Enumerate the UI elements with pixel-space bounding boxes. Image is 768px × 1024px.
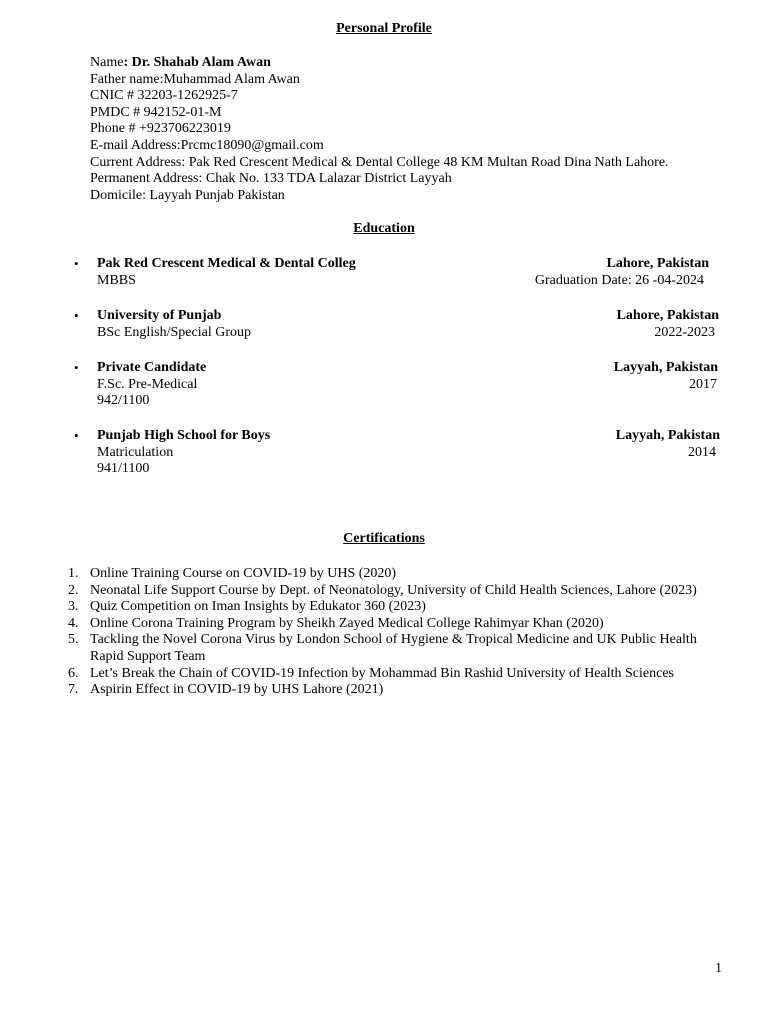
list-number: 6. — [68, 665, 79, 681]
personal-profile-section — [90, 55, 669, 204]
list-item — [68, 682, 708, 699]
institution-location: Layyah, Pakistan — [615, 428, 720, 443]
institution-name: Pak Red Crescent Medical & Dental Colleg — [97, 256, 356, 271]
institution-name: Punjab High School for Boys — [97, 428, 271, 443]
list-number: 5. — [68, 632, 79, 648]
list-number: 1. — [68, 566, 79, 581]
certifications-heading: Certifications — [343, 531, 425, 546]
list-item — [68, 632, 708, 665]
education-entry — [74, 428, 720, 478]
marks-obtained: 941/1100 — [97, 461, 150, 477]
name-label: Name — [90, 55, 124, 70]
institution-location: Lahore, Pakistan — [606, 256, 709, 271]
list-number: 7. — [68, 682, 79, 698]
marks-obtained: 942/1100 — [97, 393, 150, 409]
list-item — [68, 583, 708, 600]
certifications-list — [68, 566, 708, 699]
domicile-line: Domicile: Layyah Punjab Pakistan — [90, 187, 285, 203]
degree-name: MBBS — [97, 272, 136, 288]
certification-text: Tackling the Novel Corona Virus by London School of Hygiene & Tropical Medicine and UK Public Health Rapid Support Team — [90, 632, 697, 664]
list-number: 2. — [68, 582, 79, 598]
bullet-icon: • — [74, 428, 79, 443]
graduation-date: Graduation Date: 26 -04-2024 — [534, 272, 704, 288]
study-year: 2017 — [689, 376, 717, 392]
study-period: 2022-2023 — [654, 324, 715, 340]
list-item — [68, 599, 708, 616]
certification-text: Quiz Competition on Iman Insights by Edukator 360 (2023) — [90, 599, 426, 615]
father-name-line: Father name:Muhammad Alam Awan — [90, 71, 300, 87]
degree-name: F.Sc. Pre-Medical — [97, 376, 198, 392]
name-value: : Dr. Shahab Alam Awan — [123, 55, 271, 70]
list-item — [68, 616, 708, 633]
bullet-icon: • — [74, 256, 79, 271]
certification-text: Neonatal Life Support Course by Dept. of Neonatology, University of Child Health Sciences, Lahore (2023) — [90, 582, 697, 598]
bullet-icon: • — [74, 308, 79, 323]
name-line — [90, 55, 669, 72]
email-line: E-mail Address:Prcmc18090@gmail.com — [90, 137, 324, 153]
degree-name: BSc English/Special Group — [97, 324, 251, 340]
list-number: 3. — [68, 599, 79, 615]
certification-text: Online Corona Training Program by Sheikh Zayed Medical College Rahimyar Khan (2020) — [90, 615, 604, 631]
cnic-line: CNIC # 32203-1262925-7 — [90, 88, 238, 104]
personal-profile-heading: Personal Profile — [336, 21, 432, 36]
pmdc-line: PMDC # 942152-01-M — [90, 104, 222, 120]
institution-name: Private Candidate — [97, 360, 207, 375]
education-heading: Education — [353, 221, 415, 236]
education-entry — [74, 308, 720, 341]
certification-text: Let’s Break the Chain of COVID-19 Infection by Mohammad Bin Rashid University of Health Sciences — [90, 665, 674, 681]
institution-location: Lahore, Pakistan — [616, 308, 719, 323]
current-address-line: Current Address: Pak Red Crescent Medical & Dental College 48 KM Multan Road Dina Nath Lahore. — [90, 154, 669, 170]
bullet-icon: • — [74, 360, 79, 375]
study-year: 2014 — [688, 444, 716, 460]
phone-line: Phone # +923706223019 — [90, 121, 231, 137]
permanent-address-line: Permanent Address: Chak No. 133 TDA Lalazar District Layyah — [90, 171, 452, 187]
institution-location: Layyah, Pakistan — [613, 360, 718, 375]
certification-text: Online Training Course on COVID-19 by UHS (2020) — [90, 566, 397, 581]
certification-text: Aspirin Effect in COVID-19 by UHS Lahore (2021) — [90, 682, 384, 698]
education-entry — [74, 360, 720, 410]
page-number: 1 — [715, 961, 722, 976]
institution-name: University of Punjab — [97, 308, 222, 323]
list-item — [68, 566, 708, 583]
list-item — [68, 666, 708, 683]
list-number: 4. — [68, 615, 79, 631]
education-entry — [74, 256, 720, 289]
degree-name: Matriculation — [97, 444, 174, 460]
